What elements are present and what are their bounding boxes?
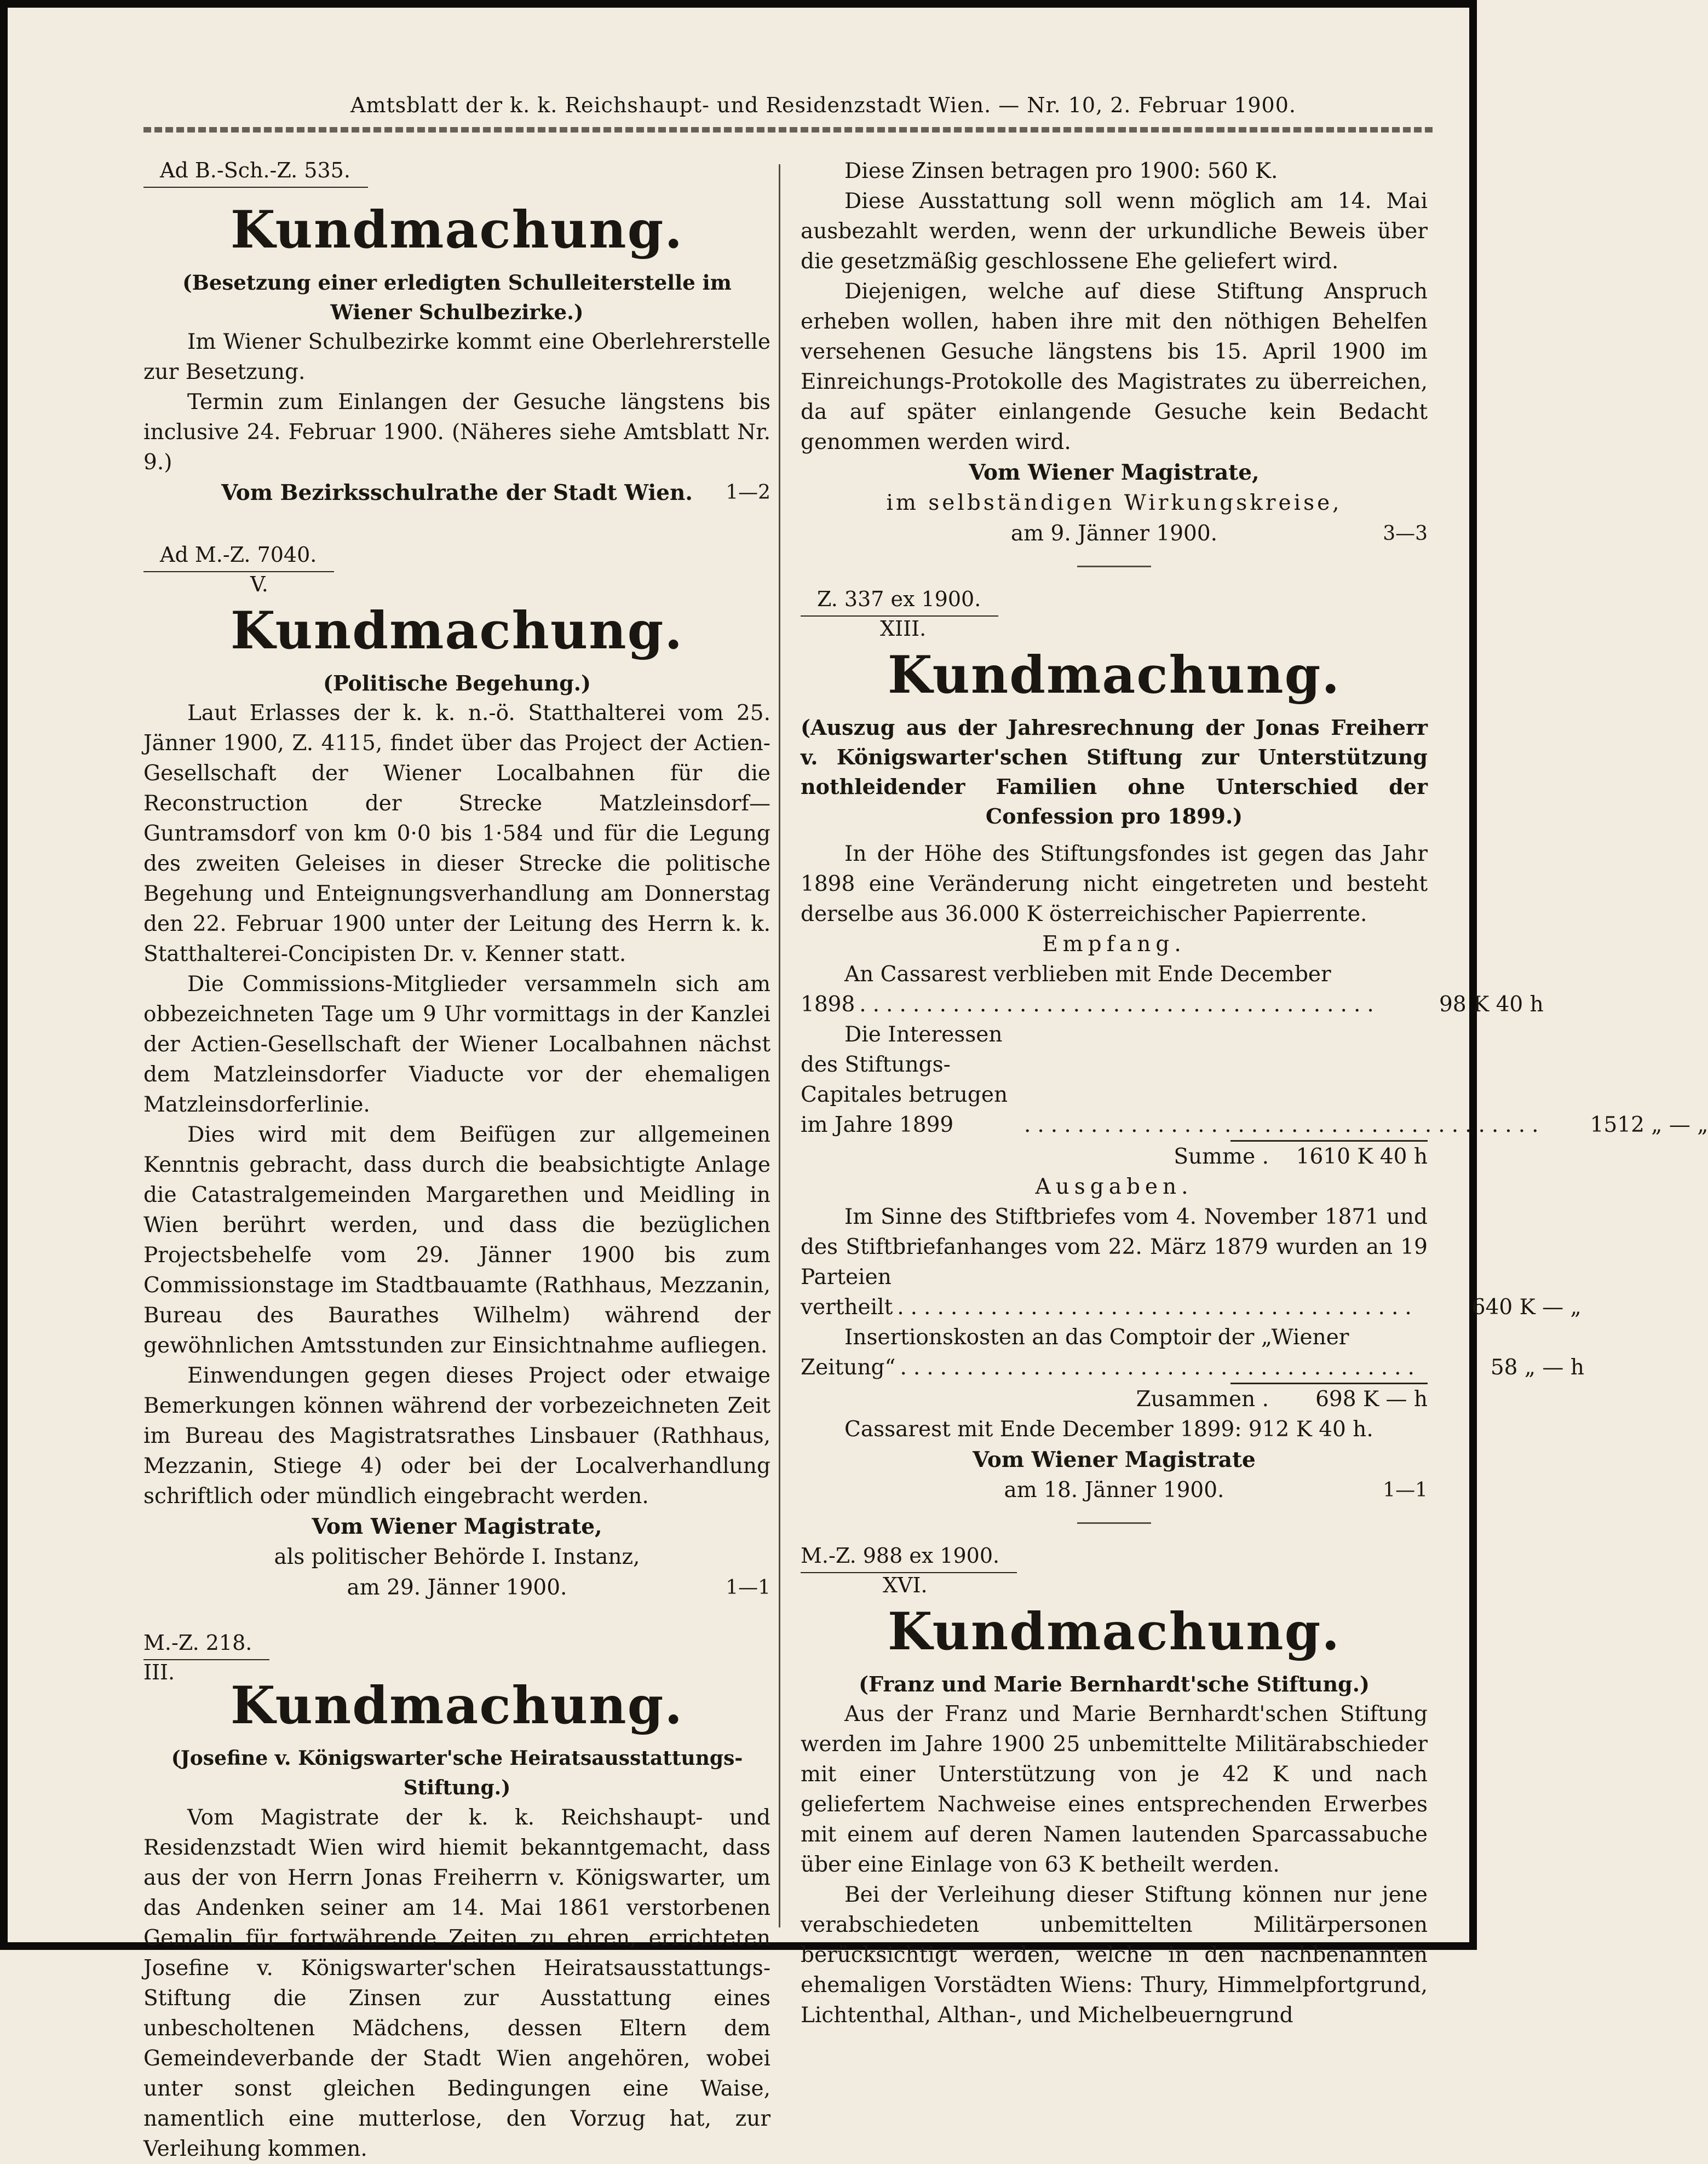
zusammen-label: Zusammen .	[1136, 1387, 1269, 1412]
notice-1-signature: Vom Bezirksschulrathe der Stadt Wien.	[221, 480, 693, 505]
ausgaben-line-1-amount: 640 K — „	[1471, 1295, 1582, 1320]
notice-2-ref: Ad M.-Z. 7040.	[143, 540, 334, 572]
leader-dots: .......................................	[900, 1355, 1421, 1380]
notice-4-date: am 18. Jänner 1900.	[1004, 1478, 1224, 1503]
notice-3-signature-2: im selbständigen Wirkungskreise,	[886, 491, 1342, 515]
summe-amount: 1610 K 40 h	[1296, 1144, 1428, 1169]
notice-2	[143, 540, 770, 1603]
empfang-line-2	[801, 1020, 1708, 1140]
ausgaben-line-2-amount: 58 „ — h	[1490, 1355, 1584, 1380]
zusammen-amount: 698 K — h	[1315, 1387, 1428, 1412]
notice-3-paragraph-2: Diese Zinsen betragen pro 1900: 560 K.	[844, 159, 1278, 183]
empfang-line-2-text: Die Interessen des Stiftungs-Capitales betrugen im Jahre 1899	[801, 1022, 1008, 1137]
notice-1-title: Kundmachung.	[230, 200, 684, 260]
notice-2-signature-1: Vom Wiener Magistrate,	[312, 1514, 602, 1539]
notice-4-paragraph-1: In der Höhe des Stiftungsfondes ist gegen das Jahr 1898 eine Veränderung nicht eingetreten und besteht derselbe aus 36.000 K österreichischer Papierrente.	[801, 842, 1428, 926]
leader-dots: .......................................	[897, 1295, 1418, 1320]
zusammen-line	[801, 1384, 1428, 1414]
summe-line	[801, 1142, 1428, 1172]
notice-3-number: 3—3	[1383, 522, 1428, 545]
ausgaben-line-1	[801, 1292, 1582, 1322]
right-column	[801, 156, 1708, 2030]
notice-1-paragraph-1: Im Wiener Schulbezirke kommt eine Oberlehrerstelle zur Besetzung.	[143, 330, 770, 384]
notice-1-signature-row	[143, 477, 770, 509]
notice-4-number: 1—1	[1383, 1479, 1428, 1501]
empfang-line-2-amount: 1512 „ — „	[1590, 1113, 1708, 1137]
notice-5-roman: XVI.	[883, 1573, 928, 1597]
running-head: Amtsblatt der k. k. Reichshaupt- und Residenzstadt Wien. — Nr. 10, 2. Februar 1900.	[350, 93, 1296, 117]
left-column	[143, 156, 770, 2164]
ausgaben-line-2-label: Zeitung“	[801, 1355, 896, 1380]
empfang-line-1-amount: 98 K 40 h	[1439, 992, 1544, 1017]
notice-3-signature-1: Vom Wiener Magistrate,	[969, 460, 1260, 485]
notice-3-date: am 9. Jänner 1900.	[1010, 521, 1218, 546]
ausgaben-line-1-text: Im Sinne des Stiftbriefes vom 4. November 1871 und des Stiftbriefanhanges vom 22. März 1879 wurden an 19 Parteien	[801, 1205, 1428, 1290]
notice-2-signature-2: als politischer Behörde I. Instanz,	[274, 1545, 640, 1569]
notice-1-number: 1—2	[726, 481, 770, 504]
leader-dots: .......................................	[1024, 1113, 1545, 1137]
empfang-line-1-text: An Cassarest verblieben mit Ende December	[844, 962, 1331, 987]
notice-3-roman: III.	[143, 1660, 175, 1684]
header-rule	[143, 127, 1436, 133]
notice-3-date-row	[801, 519, 1428, 549]
ausgaben-line-2-text: Insertionskosten an das Comptoir der „Wiener	[844, 1325, 1349, 1350]
leader-dots: .......................................	[859, 992, 1381, 1017]
empfang-heading: Empfang.	[1042, 932, 1186, 957]
notice-4-date-row	[801, 1475, 1428, 1506]
notice-3-paragraph-3: Diese Ausstattung soll wenn möglich am 14. Mai ausbezahlt werden, wenn der urkundliche Beweis über die gesetzmäßig geschlossene Ehe geliefert wird.	[801, 189, 1428, 274]
notice-2-subtitle: (Politische Begehung.)	[323, 671, 591, 695]
notice-2-paragraph-1: Laut Erlasses der k. k. n.-ö. Statthalterei vom 25. Jänner 1900, Z. 4115, findet über das Project der Actien-Gesellschaft der Wiener Localbahnen für die Reconstruction der Strecke Matzleinsdorf—Guntramsdorf von km 0·0 bis 1·584 und für die Legung des zweiten Geleises in dieser Strecke die politische Begehung und Enteignungsverhandlung am Donnerstag den 22. Februar 1900 unter der Leitung des Herrn k. k. Statthalterei-Concipisten Dr. v. Kenner statt.	[143, 701, 770, 966]
empfang-line-1-label: 1898	[801, 992, 855, 1017]
notice-3-continued	[801, 156, 1428, 567]
notice-5-paragraph-1: Aus der Franz und Marie Bernhardt'schen Stiftung werden im Jahre 1900 25 unbemittelte Militärabschieder mit einer Unterstützung von je 42 K und nach geliefertem Nachweise eines entsprechenden Erwerbes mit einem auf deren Namen lautenden Sparcassabuche über eine Einlage von 63 K betheilt werden.	[801, 1702, 1428, 1877]
ausgaben-line-2	[801, 1352, 1584, 1383]
cassarest-line: Cassarest mit Ende December 1899: 912 K 40 h.	[844, 1417, 1373, 1442]
notice-3-subtitle: (Josefine v. Königswarter'sche Heiratsausstattungs-Stiftung.)	[171, 1747, 743, 1799]
notice-1-ref: Ad B.-Sch.-Z. 535.	[143, 156, 368, 188]
notice-4-ref: Z. 337 ex 1900.	[801, 585, 998, 617]
column-divider	[779, 164, 780, 1927]
notice-3-paragraph-1: Vom Magistrate der k. k. Reichshaupt- und Residenzstadt Wien wird hiemit bekanntgemacht, dass aus der von Herrn Jonas Freiherrn v. Königswarter, um das Andenken seiner am 14. Mai 1861 verstorbenen Gemalin für fortwährende Zeiten zu ehren, errichteten Josefine v. Königswarter'schen Heiratsausstattungs-Stiftung die Zinsen zur Ausstattung eines unbescholtenen Mädchens, dessen Eltern dem Gemeindeverbande der Stadt Wien angehören, wobei unter sonst gleichen Bedingungen eine Waise, namentlich eine mutterlose, den Vorzug hat, zur Verleihung kommen.	[143, 1805, 770, 2161]
notice-1-subtitle: (Besetzung einer erledigten Schulleiterstelle im Wiener Schulbezirke.)	[182, 270, 732, 324]
notice-2-paragraph-4: Einwendungen gegen dieses Project oder etwaige Bemerkungen können während der vorbezeichneten Zeit im Bureau des Magistratsrathes Linsbauer (Rathhaus, Mezzanin, Stiege 4) oder bei der Localverhandlung schriftlich oder mündlich eingebracht werden.	[143, 1363, 770, 1509]
notice-3-title: Kundmachung.	[230, 1676, 684, 1736]
separator-rule	[1077, 1522, 1151, 1524]
notice-2-paragraph-3: Dies wird mit dem Beifügen zur allgemeinen Kenntnis gebracht, dass durch die beabsichtigte Anlage die Catastralgemeinden Margarethen und Meidling in Wien berührt werden, und dass die bezüglichen Projectsbehelfe vom 29. Jänner 1900 bis zum Commissionstage im Stadtbauamte (Rathhaus, Mezzanin, Bureau des Baurathes Wilhelm) während der gewöhnlichen Amtsstunden zur Einsichtnahme aufliegen.	[143, 1123, 770, 1358]
notice-4-signature: Vom Wiener Magistrate	[973, 1447, 1256, 1472]
notice-1	[143, 156, 770, 509]
notice-4-roman: XIII.	[880, 617, 927, 641]
separator-rule	[1077, 566, 1151, 567]
notice-1-paragraph-2: Termin zum Einlangen der Gesuche längstens bis inclusive 24. Februar 1900. (Näheres siehe Amtsblatt Nr. 9.)	[143, 390, 770, 475]
notice-2-paragraph-2: Die Commissions-Mitglieder versammeln sich am obbezeichneten Tage um 9 Uhr vormittags in der Kanzlei der Actien-Gesellschaft der Wiener Localbahnen nächst dem Matzleinsdorfer Viaducte vor der ehemaligen Matzleinsdorferlinie.	[143, 972, 770, 1117]
notice-3-paragraph-4: Diejenigen, welche auf diese Stiftung Anspruch erheben wollen, haben ihre mit den nöthigen Behelfen versehenen Gesuche längstens bis 15. April 1900 im Einreichungs-Protokolle des Magistrates zu überreichen, da auf später einlangende Gesuche kein Bedacht genommen werden wird.	[801, 279, 1428, 454]
notice-4-subtitle: (Auszug aus der Jahresrechnung der Jonas Freiherr v. Königswarter'schen Stiftung zur Unterstützung nothleidender Familien ohne Unterschied der Confession pro 1899.)	[801, 715, 1428, 828]
ausgaben-line-1-label: vertheilt	[801, 1295, 893, 1320]
notice-5-ref: M.-Z. 988 ex 1900.	[801, 1541, 1017, 1573]
notice-4	[801, 585, 1708, 1524]
notice-5-subtitle: (Franz und Marie Bernhardt'sche Stiftung.)	[859, 1672, 1370, 1696]
notice-2-title: Kundmachung.	[230, 601, 684, 661]
notice-2-roman: V.	[250, 572, 268, 596]
notice-2-date-row	[143, 1573, 770, 1603]
ausgaben-heading: Ausgaben.	[1035, 1175, 1193, 1199]
notice-3	[143, 1628, 770, 2164]
notice-5-paragraph-2: Bei der Verleihung dieser Stiftung können nur jene verabschiedeten unbemittelten Militärpersonen berücksichtigt werden, welche in den nachbenannten ehemaligen Vorstädten Wiens: Thury, Himmelpfortgrund, Lichtenthal, Althan-, und Michelbeuerngrund	[801, 1883, 1428, 2028]
notice-4-title: Kundmachung.	[887, 645, 1341, 705]
notice-5-title: Kundmachung.	[887, 1602, 1341, 1662]
notice-2-number: 1—1	[726, 1576, 770, 1599]
summe-label: Summe .	[1174, 1144, 1269, 1169]
empfang-line-1	[801, 989, 1544, 1020]
notice-3-ref: M.-Z. 218.	[143, 1628, 269, 1660]
notice-2-date: am 29. Jänner 1900.	[347, 1575, 567, 1600]
notice-5	[801, 1541, 1428, 2030]
